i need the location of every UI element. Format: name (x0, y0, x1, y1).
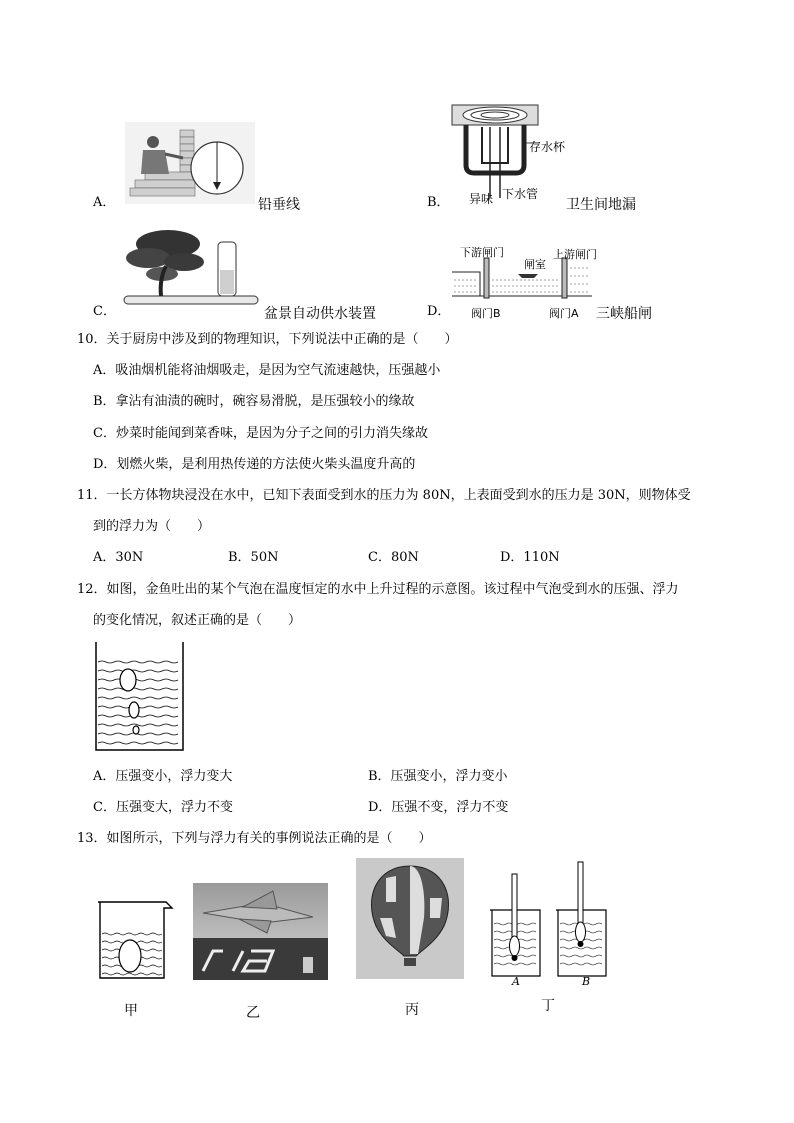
q10-option-c: C．炒菜时能闻到菜香味，是因为分子之间的引力消失缘故 (93, 426, 428, 441)
q12-stem-line2: 的变化情况，叙述正确的是（ ） (93, 613, 302, 628)
fig-label-yi: 乙 (246, 1005, 260, 1021)
q10-option-a: A．吸油烟机能将油烟吸走，是因为空气流速越快，压强越小 (93, 363, 441, 378)
option-a-letter: A． (93, 195, 116, 210)
fig-label-jia: 甲 (124, 1003, 138, 1019)
fig-label-bing: 丙 (405, 1002, 419, 1018)
q11-stem-line2: 到的浮力为（ ） (93, 519, 211, 534)
label-cup: 存水杯 (529, 140, 566, 154)
q12-option-c: C．压强变大，浮力不变 (93, 800, 233, 815)
option-a-caption: 铅垂线 (258, 197, 300, 213)
q11-option-b: B．50N (228, 550, 279, 565)
label-chamber: 闸室 (524, 258, 546, 271)
label-valve-a: 阀门A (549, 307, 579, 320)
fig-label-b: B (582, 975, 591, 988)
label-up-gate: 上游闸门 (553, 248, 597, 261)
q11-option-a: A．30N (93, 550, 144, 565)
plumb-line-figure (125, 122, 255, 204)
q12-stem-line1: 12．如图，金鱼吐出的某个气泡在温度恒定的水中上升过程的示意图。该过程中气泡受到水的压强、浮力 (77, 582, 679, 597)
q10-option-b: B．拿沾有油渍的碗时，碗容易滑脱，是压强较小的缘故 (93, 394, 415, 409)
bubble-figure (94, 640, 186, 754)
hydrometer-figure (488, 858, 610, 980)
q11-option-c: C．80N (368, 550, 419, 565)
option-b-letter: B． (427, 195, 450, 210)
q12-option-d: D．压强不变，浮力不变 (368, 800, 509, 815)
fig-label-ding: 丁 (541, 998, 555, 1014)
option-c-caption: 盆景自动供水装置 (264, 306, 376, 322)
option-b-caption: 卫生间地漏 (566, 197, 636, 213)
q12-option-b: B．压强变小，浮力变小 (368, 769, 508, 784)
q10-stem: 10．关于厨房中涉及到的物理知识，下列说法中正确的是（ ） (77, 332, 458, 347)
jet-figure (193, 883, 328, 980)
label-pipe: 下水管 (502, 187, 539, 201)
q11-stem-line1: 11．一长方体物块浸没在水中，已知下表面受到水的压力为 80N，上表面受到水的压力是 30N，则物体受 (77, 488, 691, 503)
q13-stem: 13．如图所示，下列与浮力有关的事例说法正确的是（ ） (77, 831, 432, 846)
option-d-caption: 三峡船闸 (596, 306, 652, 322)
q12-option-a: A．压强变小，浮力变大 (93, 769, 233, 784)
option-c-letter: C． (93, 304, 116, 319)
bonsai-figure (118, 222, 263, 312)
label-valve-b: 阀门B (471, 307, 501, 320)
label-down-gate: 下游闸门 (460, 246, 504, 259)
balloon-figure (356, 858, 464, 979)
fig-label-a: A (512, 975, 520, 988)
q10-option-d: D．划燃火柴，是利用热传递的方法使火柴头温度升高的 (93, 457, 416, 472)
option-d-letter: D． (427, 304, 451, 319)
q11-option-d: D．110N (500, 550, 560, 565)
label-smell: 异味 (469, 192, 494, 206)
beaker-egg-figure (94, 898, 176, 982)
